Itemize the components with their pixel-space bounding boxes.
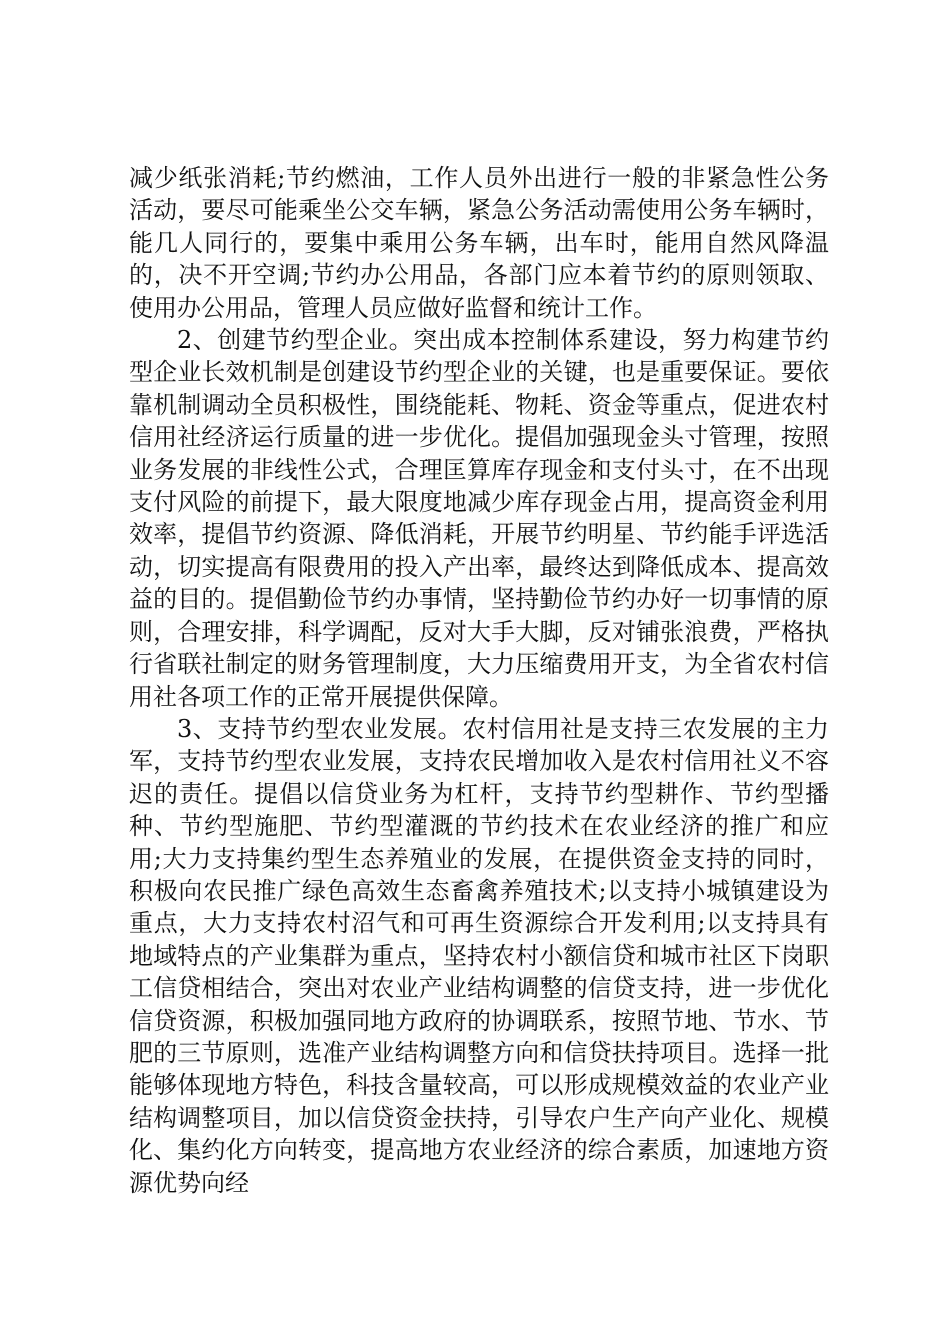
document-body (129, 162, 829, 1199)
paragraph-continuation: 减少纸张消耗;节约燃油，工作人员外出进行一般的非紧急性公务活动，要尽可能乘坐公交车辆，紧急公务活动需使用公务车辆时，能几人同行的，要集中乘用公务车辆，出车时，能用自然风降温的，决不开空调;节约办公用品，各部门应本着节约的原则领取、使用办公用品，管理人员应做好监督和统计工作。 (129, 164, 829, 322)
paragraph-item-3: 3、支持节约型农业发展。农村信用社是支持三农发展的主力军，支持节约型农业发展，支持农民增加收入是农村信用社义不容迟的责任。提倡以信贷业务为杠杆，支持节约型耕作、节约型播种、节约型施肥、节约型灌溉的节约技术在农业经济的推广和应用;大力支持集约型生态养殖业的发展，在提供资金支持的同时，积极向农民推广绿色高效生态畜禽养殖技术;以支持小城镇建设为重点，大力支持农村沼气和可再生资源综合开发利用;以支持具有地域特点的产业集群为重点，坚持农村小额信贷和城市社区下岗职工信贷相结合，突出对农业产业结构调整的信贷支持，进一步优化信贷资源，积极加强同地方政府的协调联系，按照节地、节水、节肥的三节原则，选准产业结构调整方向和信贷扶持项目。选择一批能够体现地方特色，科技含量较高，可以形成规模效益的农业产业结构调整项目，加以信贷资金扶持，引导农户生产向产业化、规模化、集约化方向转变，提高地方农业经济的综合素质，加速地方资源优势向经 (129, 714, 829, 1197)
paragraph-item-2: 2、创建节约型企业。突出成本控制体系建设，努力构建节约型企业长效机制是创建设节约型企业的关键，也是重要保证。要依靠机制调动全员积极性，围绕能耗、物耗、资金等重点，促进农村信用社经济运行质量的进一步优化。提倡加强现金头寸管理，按照业务发展的非线性公式，合理匡算库存现金和支付头寸，在不出现支付风险的前提下，最大限度地减少库存现金占用，提高资金利用效率，提倡节约资源、降低消耗，开展节约明星、节约能手评选活动，切实提高有限费用的投入产出率，最终达到降低成本、提高效益的目的。提倡勤俭节约办事情，坚持勤俭节约办好一切事情的原则，合理安排，科学调配，反对大手大脚，反对铺张浪费，严格执行省联社制定的财务管理制度，大力压缩费用开支，为全省农村信用社各项工作的正常开展提供保障。 (129, 326, 829, 711)
